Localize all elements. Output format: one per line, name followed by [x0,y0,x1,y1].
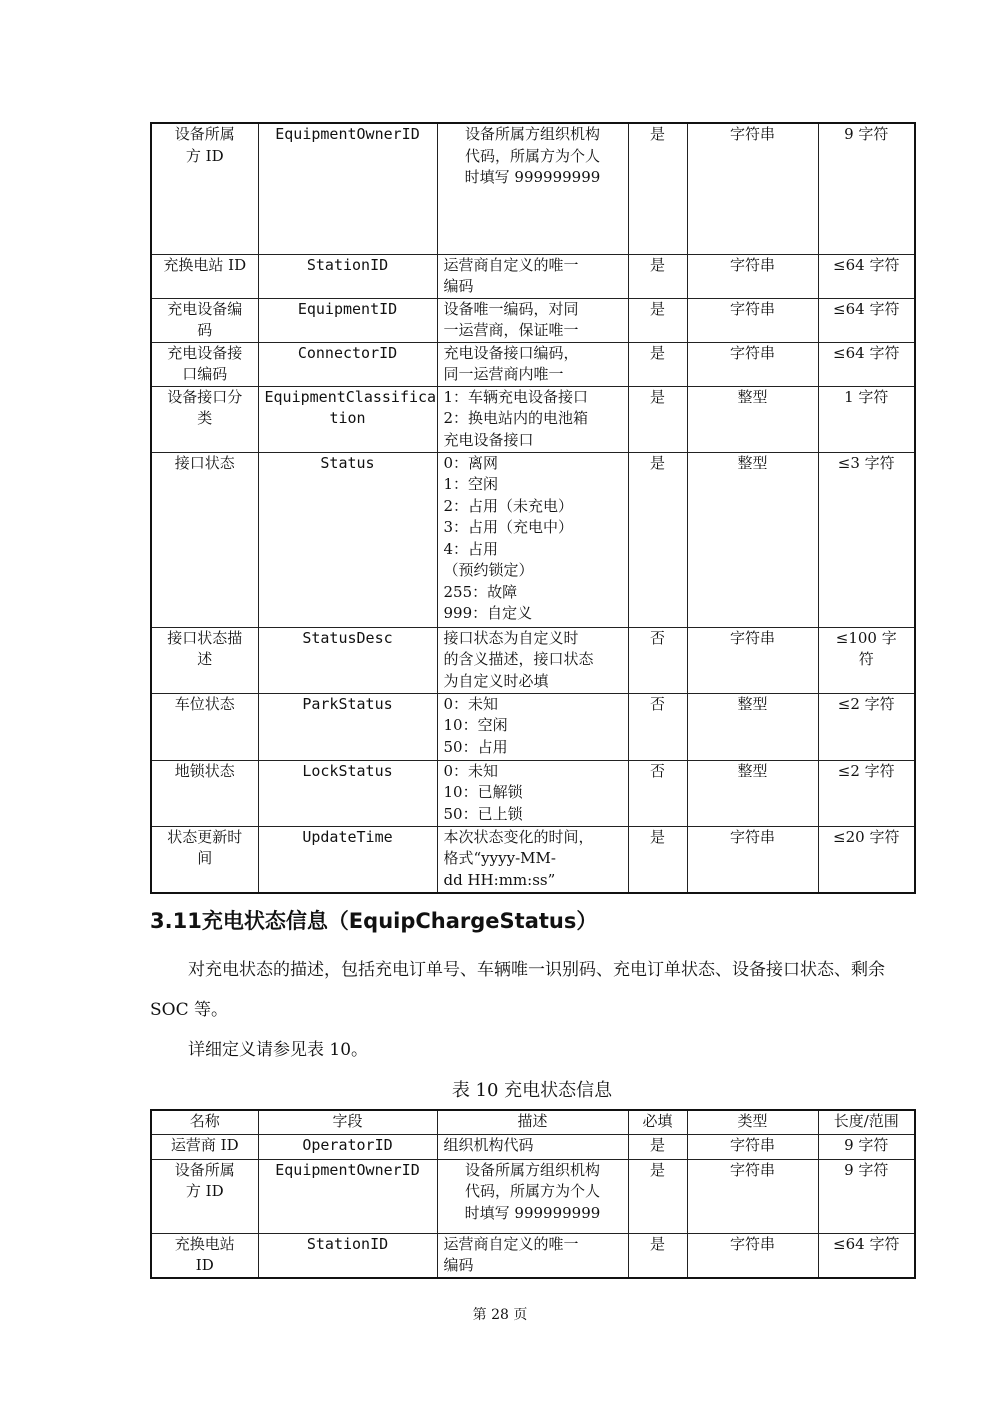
cell-length: 1 字符 [818,386,915,452]
header-length: 长度/范围 [818,1110,915,1134]
cell-length: ≤20 字符 [818,826,915,893]
cell-name: 状态更新时 间 [151,826,258,893]
table-row [151,826,915,893]
cell-type: 字符串 [687,298,818,342]
cell-name: 充电设备编 码 [151,298,258,342]
cell-name: 车位状态 [151,693,258,760]
cell-length: 9 字符 [818,1134,915,1159]
cell-required: 是 [628,1233,687,1278]
cell-name: 接口状态描 述 [151,627,258,693]
cell-type: 字符串 [687,254,818,298]
header-type: 类型 [687,1110,818,1134]
cell-type: 字符串 [687,826,818,893]
cell-desc: 0：离网 1：空闲 2：占用（未充电） 3：占用（充电中） 4：占用 （预约锁定） 255：故障 999：自定义 [437,452,628,627]
cell-field: StationID [258,254,437,298]
charge-status-table [150,1109,916,1279]
table-row [151,452,915,627]
table-row [151,298,915,342]
section-paragraph: 详细定义请参见表 10。 [188,1040,369,1060]
cell-desc: 运营商自定义的唯一 编码 [437,254,628,298]
cell-type: 字符串 [687,1159,818,1233]
table-row [151,1159,915,1233]
cell-desc: 设备所属方组织机构 代码，所属方为个人 时填写 999999999 [437,123,628,254]
cell-length: ≤3 字符 [818,452,915,627]
table-row [151,627,915,693]
page-number: 第 28 页 [472,1307,528,1323]
cell-field: EquipmentOwnerID [258,1159,437,1233]
table-row [151,760,915,826]
cell-length: ≤64 字符 [818,1233,915,1278]
section-paragraph: 对充电状态的描述，包括充电订单号、车辆唯一识别码、充电订单状态、设备接口状态、剩余 SOC 等。 [150,960,885,1020]
table-row [151,123,915,254]
cell-name: 设备所属 方 ID [151,123,258,254]
cell-desc: 接口状态为自定义时 的含义描述，接口状态 为自定义时必填 [437,627,628,693]
cell-length: ≤100 字 符 [818,627,915,693]
cell-length: ≤64 字符 [818,342,915,386]
cell-desc: 设备所属方组织机构 代码，所属方为个人 时填写 999999999 [437,1159,628,1233]
cell-field: Status [258,452,437,627]
cell-type: 整型 [687,386,818,452]
cell-required: 是 [628,386,687,452]
cell-name: 地锁状态 [151,760,258,826]
cell-required: 是 [628,826,687,893]
table-caption: 表 10 充电状态信息 [451,1080,613,1101]
header-desc: 描述 [437,1110,628,1134]
header-required: 必填 [628,1110,687,1134]
cell-type: 字符串 [687,1134,818,1159]
cell-length: ≤64 字符 [818,298,915,342]
cell-desc: 运营商自定义的唯一 编码 [437,1233,628,1278]
cell-required: 是 [628,123,687,254]
cell-type: 字符串 [687,627,818,693]
cell-desc: 0：未知 10：已解锁 50：已上锁 [437,760,628,826]
cell-required: 是 [628,1159,687,1233]
cell-type: 字符串 [687,342,818,386]
cell-desc: 本次状态变化的时间， 格式“yyyy-MM- dd HH:mm:ss” [437,826,628,893]
table-row [151,386,915,452]
table-row [151,254,915,298]
cell-required: 是 [628,452,687,627]
table-row [151,1134,915,1159]
cell-type: 整型 [687,452,818,627]
cell-required: 是 [628,254,687,298]
table-row [151,1233,915,1278]
cell-length: 9 字符 [818,123,915,254]
cell-length: ≤2 字符 [818,693,915,760]
cell-field: StatusDesc [258,627,437,693]
cell-length: ≤64 字符 [818,254,915,298]
cell-field: OperatorID [258,1134,437,1159]
cell-desc: 0：未知 10：空闲 50：占用 [437,693,628,760]
cell-name: 运营商 ID [151,1134,258,1159]
cell-field: StationID [258,1233,437,1278]
cell-desc: 设备唯一编码，对同 一运营商，保证唯一 [437,298,628,342]
header-name: 名称 [151,1110,258,1134]
cell-field: EquipmentID [258,298,437,342]
cell-required: 否 [628,693,687,760]
cell-type: 整型 [687,760,818,826]
cell-length: 9 字符 [818,1159,915,1233]
cell-name: 充换电站 ID [151,254,258,298]
cell-required: 是 [628,298,687,342]
cell-name: 充电设备接 口编码 [151,342,258,386]
cell-name: 接口状态 [151,452,258,627]
table-row [151,693,915,760]
cell-name: 充换电站 ID [151,1233,258,1278]
cell-field: UpdateTime [258,826,437,893]
cell-field: ParkStatus [258,693,437,760]
cell-desc: 1：车辆充电设备接口 2：换电站内的电池箱 充电设备接口 [437,386,628,452]
cell-length: ≤2 字符 [818,760,915,826]
cell-name: 设备所属 方 ID [151,1159,258,1233]
cell-field: LockStatus [258,760,437,826]
cell-desc: 组织机构代码 [437,1134,628,1159]
equipment-status-table [150,122,916,894]
cell-field: EquipmentClassifica tion [258,386,437,452]
cell-type: 字符串 [687,123,818,254]
table-header-row [151,1110,915,1134]
cell-required: 是 [628,1134,687,1159]
header-field: 字段 [258,1110,437,1134]
cell-type: 字符串 [687,1233,818,1278]
table-row [151,342,915,386]
section-heading: 3.11充电状态信息（EquipChargeStatus） [150,909,598,933]
cell-required: 否 [628,760,687,826]
cell-type: 整型 [687,693,818,760]
cell-field: EquipmentOwnerID [258,123,437,254]
cell-desc: 充电设备接口编码， 同一运营商内唯一 [437,342,628,386]
cell-required: 否 [628,627,687,693]
cell-required: 是 [628,342,687,386]
cell-field: ConnectorID [258,342,437,386]
cell-name: 设备接口分 类 [151,386,258,452]
